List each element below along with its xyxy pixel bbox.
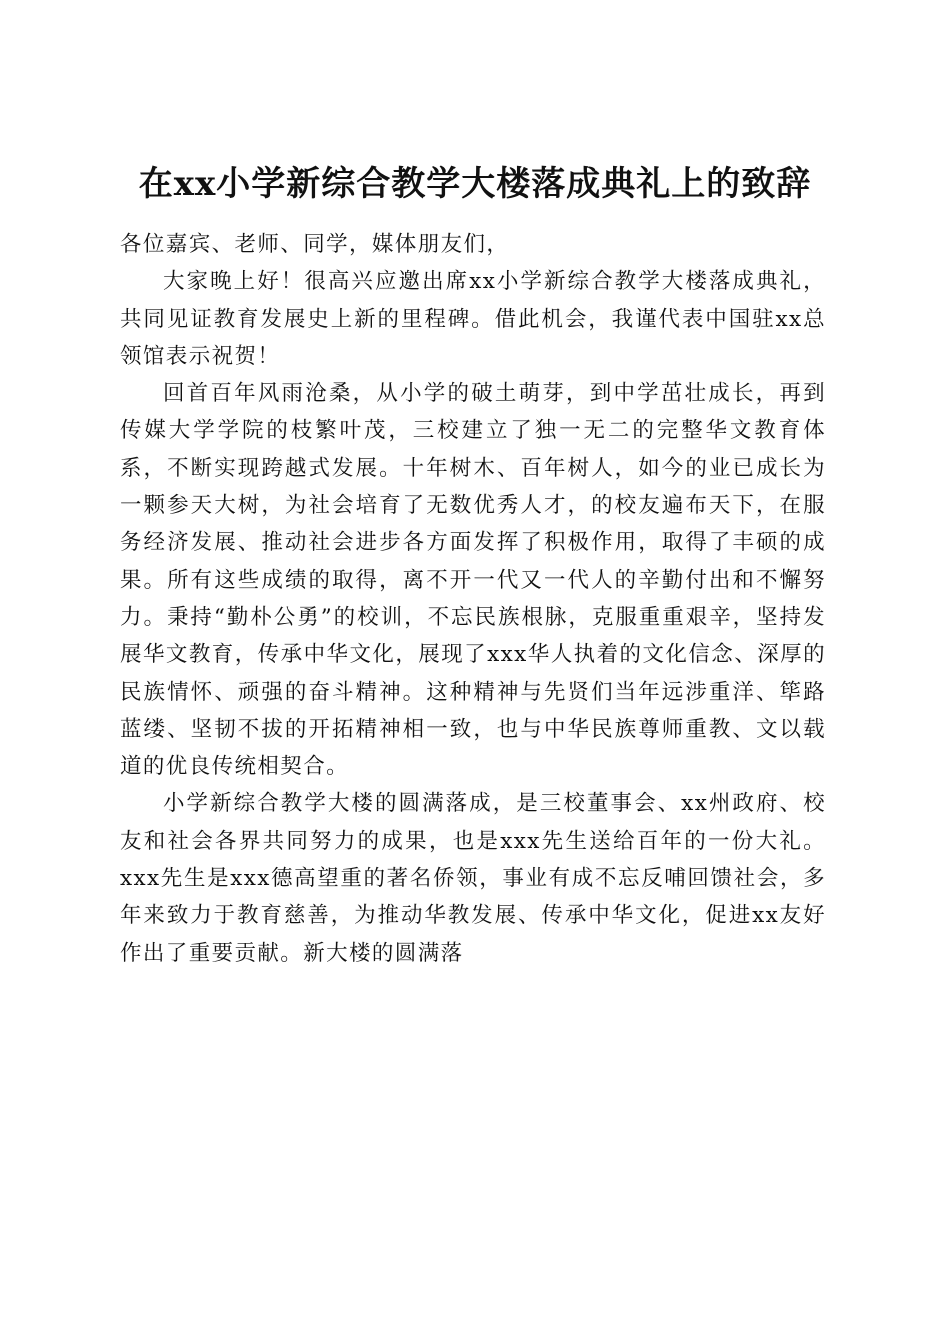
- paragraph-building: 小学新综合教学大楼的圆满落成，是三校董事会、xx州政府、校友和社会各界共同努力的成果，也是xxx先生送给百年的一份大礼。xxx先生是xxx德高望重的著名侨领，事业有成不忘反哺回馈社会，多年来致力于教育慈善，为推动华教发展、传承中华文化，促进xx友好作出了重要贡献。新大楼的圆满落: [120, 791, 826, 966]
- document-body: [120, 226, 826, 972]
- paragraph-greeting: 大家晚上好！很高兴应邀出席xx小学新综合教学大楼落成典礼，共同见证教育发展史上新的里程碑。借此机会，我谨代表中国驻xx总领馆表示祝贺！: [120, 269, 826, 369]
- document-title: 在xx小学新综合教学大楼落成典礼上的致辞: [138, 163, 812, 204]
- salutation: 各位嘉宾、老师、同学，媒体朋友们，: [120, 232, 510, 257]
- paragraph-history: 回首百年风雨沧桑，从小学的破土萌芽，到中学茁壮成长，再到传媒大学学院的枝繁叶茂，三校建立了独一无二的完整华文教育体系，不断实现跨越式发展。十年树木、百年树人，如今的业已成长为一颗参天大树，为社会培育了无数优秀人才，的校友遍布天下，在服务经济发展、推动社会进步各方面发挥了积极作用，取得了丰硕的成果。所有这些成绩的取得，离不开一代又一代人的辛勤付出和不懈努力。秉持“勤朴公勇”的校训，不忘民族根脉，克服重重艰辛，坚持发展华文教育，传承中华文化，展现了xxx华人执着的文化信念、深厚的民族情怀、顽强的奋斗精神。这种精神与先贤们当年远涉重洋、筚路蓝缕、坚韧不拔的开拓精神相一致，也与中华民族尊师重教、文以载道的优良传统相契合。: [120, 381, 826, 780]
